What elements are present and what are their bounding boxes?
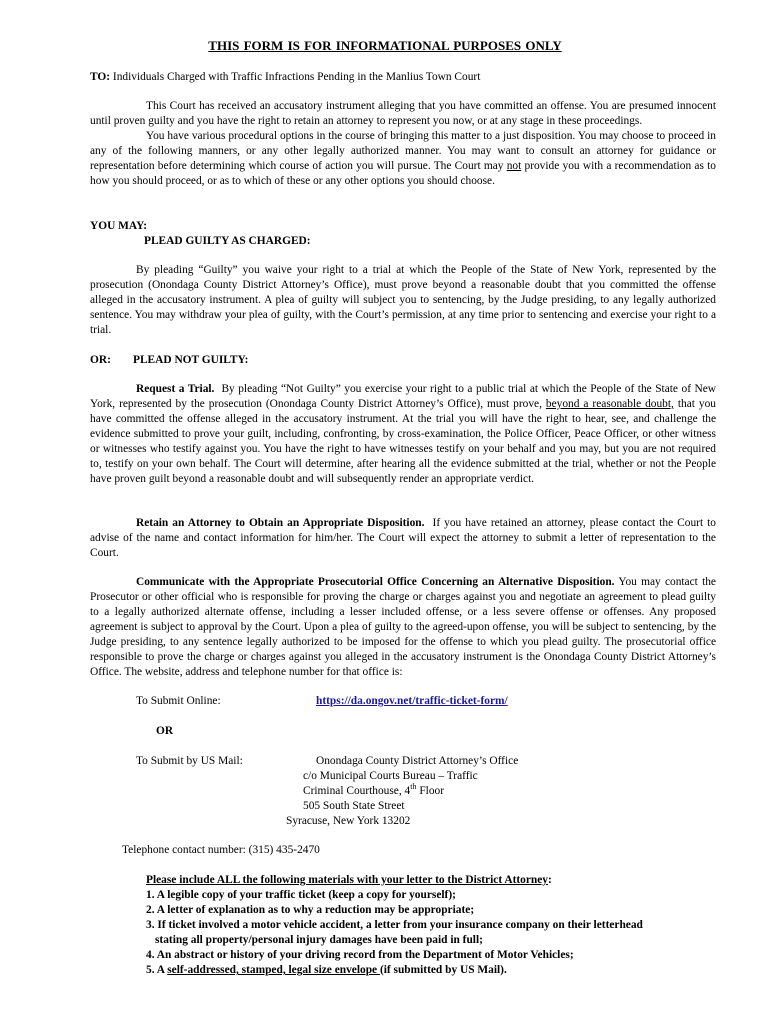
item5-text-a: 5. A <box>146 964 168 976</box>
materials-item-3: 3. If ticket involved a motor vehicle accident, a letter from your insurance company on their letterhead <box>146 919 643 931</box>
retain-paragraph <box>90 516 716 561</box>
materials-item-2: 2. A letter of explanation as to why a reduction may be appropriate; <box>146 904 475 916</box>
to-line <box>90 70 730 85</box>
communicate-paragraph <box>90 575 716 680</box>
to-label: TO: <box>90 71 111 83</box>
materials-item-4: 4. An abstract or history of your driving record from the Department of Motor Vehicles; <box>146 949 574 961</box>
mail-address-line3 <box>303 784 444 799</box>
trial-section <box>90 382 716 487</box>
intro-p2-not: not <box>506 160 522 172</box>
or-label: OR: <box>90 354 111 366</box>
communicate-section <box>90 575 716 680</box>
trial-paragraph <box>90 382 716 487</box>
plead-not-guilty-heading: PLEAD NOT GUILTY: <box>133 354 249 366</box>
mail-address-line5: Syracuse, New York 13202 <box>286 815 411 827</box>
address-line3-sup: th <box>410 782 417 792</box>
mail-address-line4: 505 South State Street <box>303 800 405 812</box>
item5-underlined: self-addressed, stamped, legal size envelope <box>167 964 380 976</box>
mail-address-line1: Onondaga County District Attorney’s Office <box>316 755 519 767</box>
plead-guilty-heading: PLEAD GUILTY AS CHARGED: <box>144 235 311 247</box>
intro-section <box>90 99 716 189</box>
materials-colon: : <box>548 874 552 886</box>
trial-text-a: By pleading “Not Guilty” you exercise your right to a public trial at which the People of the State of New York, represented by the prosecution (Onondaga County District Attorney’s Office), must prove, <box>90 383 716 410</box>
materials-item-3-cont: stating all property/personal injury damages have been paid in full; <box>155 934 483 946</box>
trial-text-underlined: beyond a reasonable doubt, <box>545 398 674 410</box>
retain-heading: Retain an Attorney to Obtain an Appropriate Disposition. <box>136 517 425 529</box>
materials-heading-line <box>146 873 552 888</box>
mail-address-line2: c/o Municipal Courts Bureau – Traffic <box>303 770 478 782</box>
you-may-heading: YOU MAY: <box>90 220 148 232</box>
telephone-contact: Telephone contact number: (315) 435-2470 <box>122 844 320 856</box>
plead-guilty-section <box>90 263 716 338</box>
page-title: THIS FORM IS FOR INFORMATIONAL PURPOSES ONLY <box>208 38 562 53</box>
intro-p2-text-a: You have various procedural options in the course of bringing this matter to a just disposition. You may choose to proceed in any of the following manners, or any other legally authorized manner. You may want to consult an attorney for guidance or representation before determining which course of action you will pursue. The Court may <box>90 130 716 172</box>
submit-online-label: To Submit Online: <box>136 695 221 707</box>
trial-text-b: that you have committed the offense alleged in the accusatory instrument. At the trial you will have the right to hear, see, and challenge the evidence submitted to prove your guilt, including, confronting, by cross-examination, the Police Officer, Peace Officer, or other witness or witnesses who testify against you. You have the right to have witnesses testify on your behalf and you may, but you are not required to, testify on your own behalf. The Court will determine, after hearing all the evidence submitted at the trial, whether or not the People have proven guilt beyond a reasonable doubt and will subsequently render an appropriate verdict. <box>90 398 716 485</box>
materials-heading: Please include ALL the following materials with your letter to the District Attorney <box>146 874 548 886</box>
communicate-text: You may contact the Prosecutor or other official who is responsible for proving the charge or charges against you and negotiate an agreement to plead guilty to a legally authorized alternate offense, including a lesser included offense, or a less severe offense or offenses. Any proposed agreement is subject to approval by the Court. Upon a plea of guilty to the agreed-upon offense, you will be subject to sentencing, by the Judge presiding, to any sentence legally authorized to be imposed for the offense to which you plead guilty. The prosecutorial office responsible to prove the charge or charges against you alleged in the accusatory instrument is the Onondaga County District Attorney’s Office. The website, address and telephone number for that office is: <box>90 576 716 678</box>
submit-online-link[interactable]: https://da.ongov.net/traffic-ticket-form/ <box>316 695 508 707</box>
intro-paragraph-2 <box>90 129 716 189</box>
to-recipients: Individuals Charged with Traffic Infractions Pending in the Manlius Town Court <box>112 71 481 83</box>
intro-p2-text-b: provide you with a recommendation as to how you should proceed, or as to which of these or any other options you should choose. <box>90 160 717 187</box>
trial-heading: Request a Trial. <box>136 383 215 395</box>
item5-text-b: (if submitted by US Mail). <box>379 964 507 976</box>
address-line3-a: Criminal Courthouse, 4 <box>303 785 411 797</box>
communicate-heading: Communicate with the Appropriate Prosecutorial Office Concerning an Alternative Disposition. <box>136 576 615 588</box>
submit-mail-label: To Submit by US Mail: <box>136 755 243 767</box>
plead-guilty-text: By pleading “Guilty” you waive your right to a trial at which the People of the State of New York, represented by the prosecution (Onondaga County District Attorney’s Office), must prove beyond a reasonable doubt that you committed the offense alleged in the accusatory instrument. A plea of guilty will subject you to sentencing, by the Judge presiding, to any legally authorized sentence. You may withdraw your plea of guilty, with the Court’s permission, at any time prior to sentencing and exercise your right to a trial. <box>90 264 716 336</box>
retain-text: If you have retained an attorney, please contact the Court to advise of the name and contact information for him/her. The Court will expect the attorney to submit a letter of representation to the Court. <box>90 517 716 559</box>
materials-item-1: 1. A legible copy of your traffic ticket (keep a copy for yourself); <box>146 889 456 901</box>
materials-list <box>146 888 643 978</box>
intro-paragraph-1: This Court has received an accusatory instrument alleging that you have committed an offense. You are presumed innocent until proven guilty and you have the right to retain an attorney to represent you now, or at any stage in these proceedings. <box>90 100 716 127</box>
or-separator: OR <box>156 725 174 737</box>
address-line3-b: Floor <box>416 785 445 797</box>
retain-section <box>90 516 716 561</box>
materials-item-5 <box>146 963 643 978</box>
